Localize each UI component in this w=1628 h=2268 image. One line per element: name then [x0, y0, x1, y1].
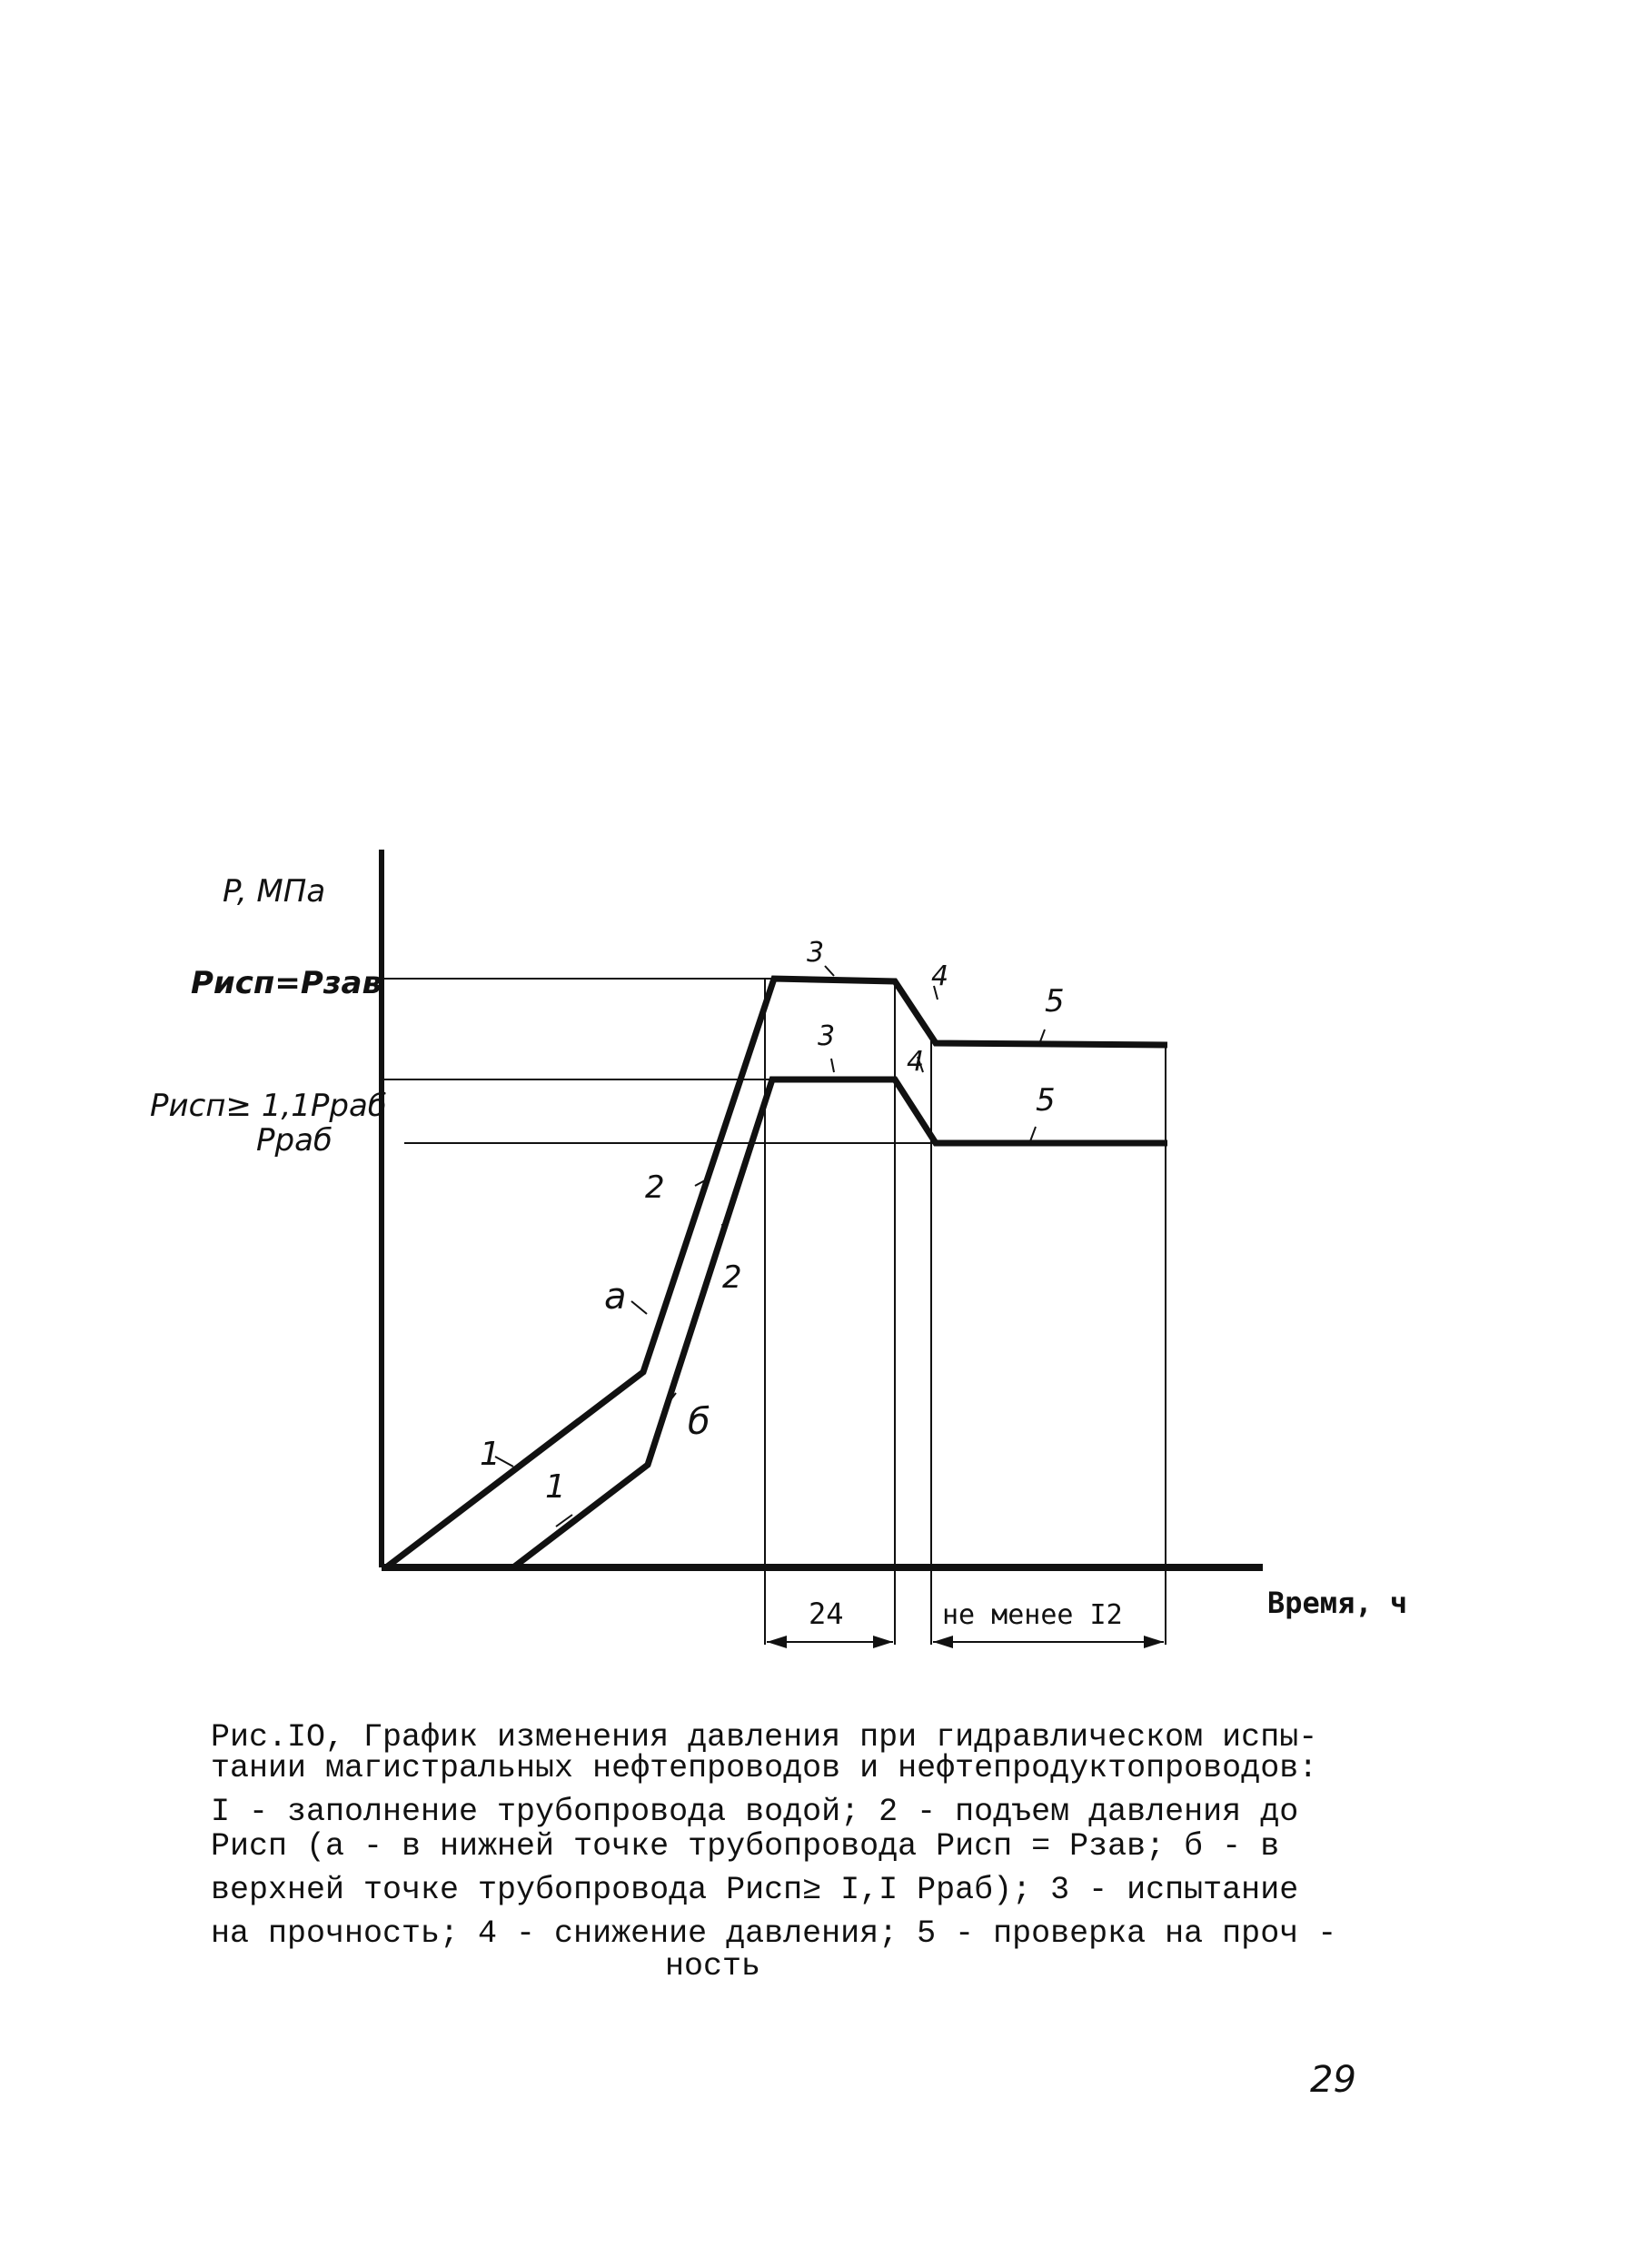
duration-arrow-strength — [767, 1636, 893, 1648]
stage-label-1b: 1 — [545, 1468, 566, 1506]
level-label-p-work: Pраб — [256, 1122, 333, 1159]
stage-label-3a: 3 — [807, 937, 825, 969]
curve-label-a: а — [604, 1276, 627, 1318]
pressure-curve-b — [513, 1079, 1167, 1567]
label-leaders — [495, 966, 1045, 1527]
duration-arrow-check — [933, 1636, 1164, 1648]
level-label-p-test-1-1: Pисп≥ 1,1Pраб — [150, 1088, 387, 1124]
stage-label-2b: 2 — [722, 1259, 742, 1296]
page-number: 29 — [1310, 2059, 1356, 2101]
stage-label-4b: 4 — [907, 1046, 925, 1078]
x-axis-label: Время, ч — [1267, 1586, 1408, 1620]
caption-line: Рис.IO, График изменения давления при гидравлическом испы- — [211, 1719, 1318, 1756]
stage-label-2a: 2 — [645, 1169, 665, 1206]
stage-label-4a: 4 — [931, 960, 949, 992]
stage-label-5b: 5 — [1036, 1082, 1056, 1119]
pressure-curve-a — [386, 979, 1167, 1567]
caption-line: верхней точке трубопровода Pисп≥ I,I Pраб); 3 - испытание — [211, 1872, 1299, 1908]
caption-line: тании магистральных нефтепроводов и нефтепродуктопроводов: — [211, 1750, 1318, 1786]
stage-label-3b: 3 — [818, 1020, 836, 1052]
caption-line: на прочность; 4 - снижение давления; 5 - проверка на проч - — [211, 1915, 1337, 1952]
y-axis-label: P, МПа — [223, 873, 326, 910]
duration-label-strength: 24 — [809, 1597, 844, 1631]
duration-label-check: не менее I2 — [942, 1599, 1123, 1631]
caption-line: I - заполнение трубопровода водой; 2 - подъем давления до — [211, 1794, 1299, 1830]
curve-label-b: б — [688, 1401, 710, 1443]
stage-label-1a: 1 — [480, 1436, 501, 1473]
figure-caption — [211, 1716, 1392, 1988]
stage-label-5a: 5 — [1045, 983, 1065, 1020]
caption-line: ность — [665, 1948, 761, 1984]
level-label-p-test-factory: Pисп=Pзав — [191, 965, 382, 1001]
caption-line: Pисп (а - в нижней точке трубопровода Pисп = Pзав; б - в — [211, 1828, 1280, 1865]
